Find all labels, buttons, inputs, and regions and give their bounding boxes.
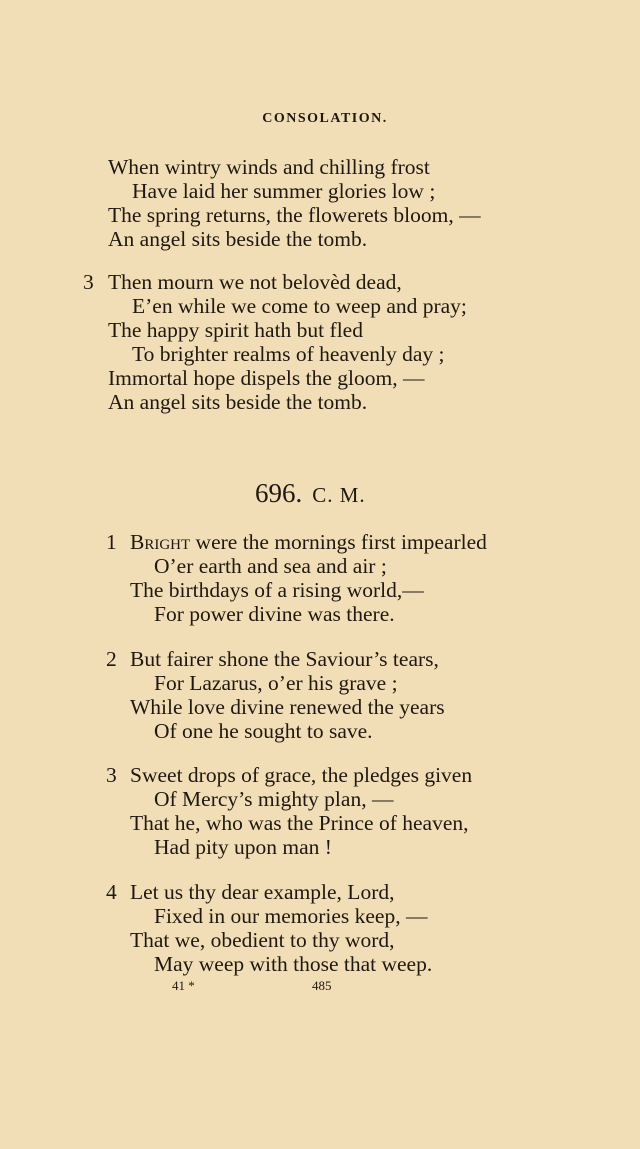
stanza-number: 1	[106, 530, 117, 554]
stanza-number: 2	[106, 647, 117, 671]
small-caps-first-word: Bright	[130, 530, 191, 554]
hymn-title	[255, 478, 366, 509]
verse-line: The spring returns, the flowerets bloom, —	[108, 203, 481, 227]
verse-line: While love divine renewed the years	[130, 695, 445, 719]
verse-line-rest: were the mornings first impearled	[190, 530, 487, 554]
verse-line: Of one he sought to save.	[154, 719, 373, 743]
verse-line: An angel sits beside the tomb.	[108, 390, 368, 414]
stanza-number: 3	[106, 763, 117, 787]
verse-line: The birthdays of a rising world,—	[130, 578, 424, 602]
stanza-number: 3	[83, 270, 94, 294]
hymn-meter: C. M.	[312, 483, 366, 507]
verse-line	[130, 530, 487, 554]
verse-line: But fairer shone the Saviour’s tears,	[130, 647, 439, 671]
page-number: 485	[312, 978, 332, 993]
verse-line: Fixed in our memories keep, —	[154, 904, 428, 928]
verse-line: O’er earth and sea and air ;	[154, 554, 387, 578]
verse-line: When wintry winds and chilling frost	[108, 155, 430, 179]
verse-line: Of Mercy’s mighty plan, —	[154, 787, 394, 811]
signature-mark: 41 *	[172, 978, 195, 993]
verse-line: E’en while we come to weep and pray;	[132, 294, 467, 318]
verse-line: An angel sits beside the tomb.	[108, 227, 368, 251]
verse-line: Sweet drops of grace, the pledges given	[130, 763, 473, 787]
verse-line: Have laid her summer glories low ;	[132, 179, 436, 203]
verse-line: Then mourn we not belovèd dead,	[108, 270, 402, 294]
verse-line: To brighter realms of heavenly day ;	[132, 342, 445, 366]
running-header: CONSOLATION.	[262, 111, 388, 126]
hymn-number: 696.	[255, 478, 303, 508]
stanza-number: 4	[106, 880, 117, 904]
verse-line: May weep with those that weep.	[154, 952, 433, 976]
verse-line: That we, obedient to thy word,	[130, 928, 395, 952]
verse-line: For Lazarus, o’er his grave ;	[154, 671, 398, 695]
verse-line: That he, who was the Prince of heaven,	[130, 811, 469, 835]
verse-line: The happy spirit hath but fled	[108, 318, 363, 342]
verse-line: For power divine was there.	[154, 602, 395, 626]
verse-line: Immortal hope dispels the gloom, —	[108, 366, 425, 390]
verse-line: Had pity upon man !	[154, 835, 332, 859]
verse-line: Let us thy dear example, Lord,	[130, 880, 395, 904]
